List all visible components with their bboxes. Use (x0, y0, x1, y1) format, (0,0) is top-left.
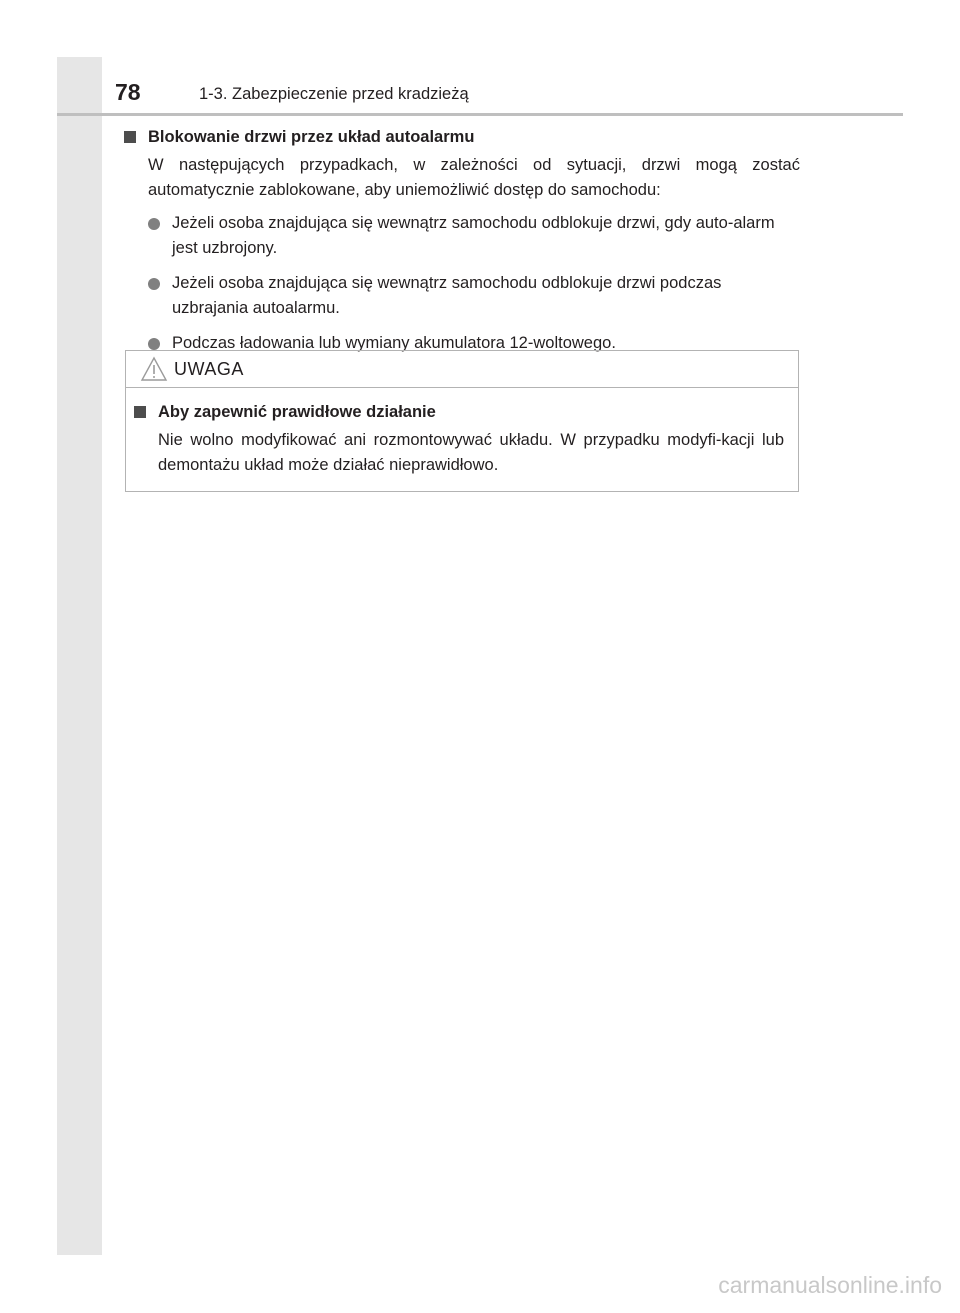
caution-text: Nie wolno modyfikować ani rozmontowywać układu. W przypadku modyfi-kacji lub demontażu układ może działać nieprawidłowo. (158, 431, 784, 474)
caution-box (125, 350, 799, 492)
caution-heading-text: Aby zapewnić prawidłowe działanie (158, 403, 436, 421)
square-bullet-icon (134, 406, 146, 418)
section-heading (124, 125, 800, 149)
list-item-text: Jeżeli osoba znajdująca się wewnątrz samochodu odblokuje drzwi, gdy auto-alarm jest uzbrojony. (172, 214, 775, 257)
list-item (148, 271, 800, 321)
circle-bullet-icon (148, 338, 160, 350)
caution-body (126, 388, 798, 478)
bullet-list (124, 211, 800, 356)
list-item-text: Podczas ładowania lub wymiany akumulatora 12-woltowego. (172, 334, 616, 352)
section-heading-text: Blokowanie drzwi przez układ autoalarmu (148, 128, 475, 146)
circle-bullet-icon (148, 278, 160, 290)
header-divider (57, 113, 903, 116)
page-margin-band (57, 57, 102, 1255)
page-number: 78 (115, 79, 141, 105)
list-item (148, 211, 800, 261)
page-header (102, 57, 903, 114)
list-item-text: Jeżeli osoba znajdująca się wewnątrz samochodu odblokuje drzwi podczas uzbrajania autoalarmu. (172, 274, 722, 317)
caution-heading (134, 400, 784, 424)
caution-header (126, 351, 798, 388)
section-intro: W następujących przypadkach, w zależności od sytuacji, drzwi mogą zostać automatycznie zablokowane, aby uniemożliwić dostęp do samochodu: (148, 156, 800, 199)
section-title: 1-3. Zabezpieczenie przed kradzieżą (199, 85, 469, 103)
square-bullet-icon (124, 131, 136, 143)
caution-label: UWAGA (174, 358, 244, 379)
watermark: carmanualsonline.info (718, 1272, 942, 1298)
main-content (124, 125, 800, 366)
warning-triangle-icon (140, 356, 168, 382)
circle-bullet-icon (148, 218, 160, 230)
